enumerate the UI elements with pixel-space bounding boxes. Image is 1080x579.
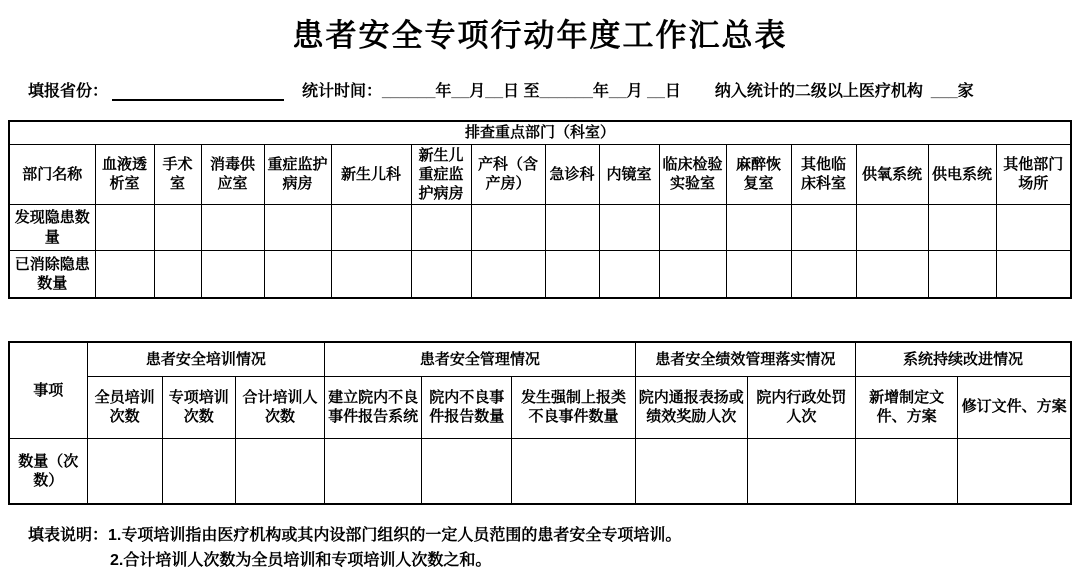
data-cell	[512, 438, 635, 504]
data-cell	[996, 205, 1071, 251]
data-cell	[726, 251, 791, 298]
time-blanks: ______年__月__日 至______年__月 __日	[382, 83, 681, 100]
table-row	[9, 205, 1071, 251]
sub-col-header: 发生强制上报类不良事件数量	[512, 376, 635, 438]
data-cell	[331, 251, 411, 298]
col-header: 新生儿重症监护病房	[411, 144, 471, 205]
data-cell	[325, 438, 422, 504]
data-cell	[599, 251, 659, 298]
col-header: 血液透析室	[95, 144, 154, 205]
data-cell	[659, 205, 726, 251]
sub-col-header: 全员培训次数	[87, 376, 162, 438]
sub-col-header: 合计培训人次数	[235, 376, 324, 438]
group-header: 患者安全绩效管理落实情况	[635, 342, 855, 376]
data-cell	[154, 251, 201, 298]
data-cell	[726, 205, 791, 251]
span-header-cell: 排查重点部门（科室）	[9, 121, 1071, 144]
notes-label: 填表说明：	[28, 527, 109, 544]
data-cell	[928, 205, 996, 251]
group-header: 患者安全培训情况	[87, 342, 324, 376]
table-row	[9, 121, 1071, 144]
table-row	[9, 342, 1071, 376]
row-label: 已消除隐患数量	[9, 251, 95, 298]
data-cell	[996, 251, 1071, 298]
sub-col-header: 专项培训次数	[162, 376, 235, 438]
data-cell	[856, 251, 928, 298]
group-header: 患者安全管理情况	[325, 342, 636, 376]
data-cell	[747, 438, 855, 504]
col-header: 重症监护病房	[264, 144, 331, 205]
data-cell	[471, 205, 545, 251]
note-item: 1.专项培训指由医疗机构或其内设部门组织的一定人员范围的患者安全专项培训。	[108, 527, 682, 544]
row-header-label: 事项	[9, 342, 87, 438]
data-cell	[928, 251, 996, 298]
table-row	[9, 438, 1071, 504]
data-cell	[635, 438, 747, 504]
data-cell	[791, 205, 856, 251]
data-cell	[411, 251, 471, 298]
note-line-1	[28, 523, 1060, 548]
sub-col-header: 新增制定文件、方案	[856, 376, 958, 438]
col-header: 临床检验实验室	[659, 144, 726, 205]
sub-col-header: 院内行政处罚人次	[747, 376, 855, 438]
data-cell	[791, 251, 856, 298]
time-label: 统计时间：	[302, 83, 383, 100]
col-header: 新生儿科	[331, 144, 411, 205]
province-blank-line	[112, 86, 284, 101]
col-header: 麻醉恢复室	[726, 144, 791, 205]
meta-line	[28, 78, 1052, 101]
data-cell	[856, 205, 928, 251]
table-row	[9, 144, 1071, 205]
data-cell	[958, 438, 1071, 504]
org-count-unit: 家	[957, 83, 974, 100]
data-cell	[659, 251, 726, 298]
org-count-blank: ___	[930, 83, 958, 100]
data-cell	[264, 251, 331, 298]
table-row	[9, 376, 1071, 438]
data-cell	[235, 438, 324, 504]
inspection-departments-table	[8, 120, 1072, 299]
data-cell	[87, 438, 162, 504]
group-header: 系统持续改进情况	[856, 342, 1071, 376]
data-cell	[422, 438, 512, 504]
col-header: 产科（含产房）	[471, 144, 545, 205]
col-header: 内镜室	[599, 144, 659, 205]
data-cell	[95, 205, 154, 251]
table-row	[9, 251, 1071, 298]
col-header: 供电系统	[928, 144, 996, 205]
data-cell	[95, 251, 154, 298]
province-label: 填报省份：	[28, 83, 109, 100]
col-header: 其他临床科室	[791, 144, 856, 205]
data-cell	[162, 438, 235, 504]
data-cell	[471, 251, 545, 298]
note-line-2	[28, 548, 1060, 573]
data-cell	[264, 205, 331, 251]
row-label: 数量（次数）	[9, 438, 87, 504]
data-cell	[856, 438, 958, 504]
data-cell	[331, 205, 411, 251]
data-cell	[201, 251, 264, 298]
sub-col-header: 院内通报表扬或绩效奖励人次	[635, 376, 747, 438]
form-notes	[28, 523, 1060, 573]
sub-col-header: 院内不良事件报告数量	[422, 376, 512, 438]
row-label: 发现隐患数量	[9, 205, 95, 251]
data-cell	[545, 251, 599, 298]
data-cell	[411, 205, 471, 251]
row-header-label: 部门名称	[9, 144, 95, 205]
page-title: 患者安全专项行动年度工作汇总表	[292, 18, 788, 53]
col-header: 急诊科	[545, 144, 599, 205]
data-cell	[201, 205, 264, 251]
data-cell	[545, 205, 599, 251]
data-cell	[154, 205, 201, 251]
sub-col-header: 建立院内不良事件报告系统	[325, 376, 422, 438]
org-count-label: 纳入统计的二级以上医疗机构	[714, 83, 923, 100]
col-header: 供氧系统	[856, 144, 928, 205]
data-cell	[599, 205, 659, 251]
summary-items-table	[8, 341, 1072, 505]
sub-col-header: 修订文件、方案	[958, 376, 1071, 438]
note-item: 2.合计培训人次数为全员培训和专项培训人次数之和。	[110, 552, 492, 569]
col-header: 消毒供应室	[201, 144, 264, 205]
col-header: 其他部门场所	[996, 144, 1071, 205]
col-header: 手术室	[154, 144, 201, 205]
